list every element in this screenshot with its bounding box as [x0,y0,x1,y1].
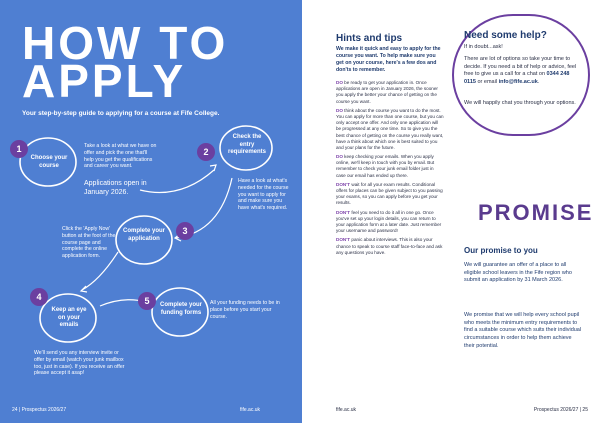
step3-label: Complete your application [122,228,165,242]
help-body: There are lot of options so take your time to decide. If you need a bit of help or advice, feel free to give us a call for a chat on 0344 248 0115 or email info@fife.ac.uk. [464,56,577,86]
hints-intro: We make it quick and easy to apply for the course you want. To help make sure you get on your course, here's a few dos and don'ts to remember. [336,46,441,74]
right-page [302,0,600,423]
step3-note: Click the 'Apply Now' button at the foot of the course page and complete the online application form. [62,226,116,259]
step5-label: Complete your funding forms [160,302,203,316]
step5-number: 5 [138,292,156,310]
promise-title: Our promise to you [464,246,538,255]
tip-item: DON'T feel you need to do it all in one go. Once you've set up your login details, you can return to your application form at a later date. Just remember your username and password! [336,209,442,234]
left-footer-site: fife.ac.uk [240,407,261,413]
step2-label: Check the entry requirements [227,134,266,155]
tip-item: DON'T wait for all your exam results. Conditional offers for places can be given subject to you passing your exams, so you can apply before you get your results. [336,181,443,206]
right-footer-page: Prospectus 2026/27 | 25 [533,407,588,413]
promise-banner-text [478,200,593,226]
help-email[interactable]: info@fife.ac.uk [498,79,538,86]
promise-paragraph-2: We promise that we will help every school pupil who meets the minimum entry requirements to find a suitable course which suits their individual circumstances in order to help them achieve their potential. [464,312,582,349]
promise-paragraph-1: We will guarantee an offer of a place to all eligible school leavers in the Fife region who submit an application by 31 March 2026. [464,262,572,284]
step2-note: Have a look at what's needed for the course you want to apply for and make sure you have what's required. [238,178,289,211]
help-body-2: We will happily chat you through your options. [464,100,576,106]
page-title-line1: HOW TO [22,17,229,69]
right-footer-site: fife.ac.uk [336,407,357,413]
step3-number: 3 [176,222,194,240]
tip-item: DO be ready to get your application in. Once applications are open in January 2026, the sooner you apply the better your chance of getting on the course you want. [336,80,438,104]
tip-item: DON'T panic about interviews. This is also your chance to speak to course staff face-to-face and ask any questions you have. [336,237,443,255]
step4-note: We'll send you any interview invite or offer by email (watch your junk mailbox too, just in case). If you receive an offer please accept it asap! [34,350,125,377]
step2-number: 2 [197,143,215,161]
step1-label: Choose your course [30,155,68,169]
tip-item: DO keep checking your emails. When you apply online, we'll keep in touch with you by email. But remember to check your junk email folder just in case our email has ended up there. [336,154,435,178]
left-footer-page: 24 | Prospectus 2026/27 [12,407,67,413]
step4-number: 4 [30,288,48,306]
step4-label: Keep an eye on your emails [51,307,87,328]
hints-title: Hints and tips [336,33,403,44]
page-title-line2: APPLY [22,55,187,107]
page-subtitle: Your step-by-step guide to applying for a course at Fife College. [22,110,220,117]
promise-word: PROMISE [478,200,594,225]
tip-item: DO think about the course you want to do the most. You can apply for more than one course, but you can only accept one offer. And only one application will be progressed at any one time. So to give you the best chance of getting on the course you really want, have a think about which one is best suited to you and your plans for the future. [336,107,444,150]
step1-note-open: Applications open in January 2026. [84,180,147,196]
help-phone[interactable]: 0344 248 0115 [464,71,570,86]
help-title: Need some help? [464,30,547,41]
step1-number: 1 [10,140,28,158]
tips-list [336,80,444,259]
help-subtitle: If in doubt...ask! [464,44,503,50]
step5-note: All your funding needs to be in place before you start your course. [210,300,280,320]
step1-note: Take a look at what we have on offer and pick the one that'll help you get the qualifications and career you want. [84,143,157,170]
